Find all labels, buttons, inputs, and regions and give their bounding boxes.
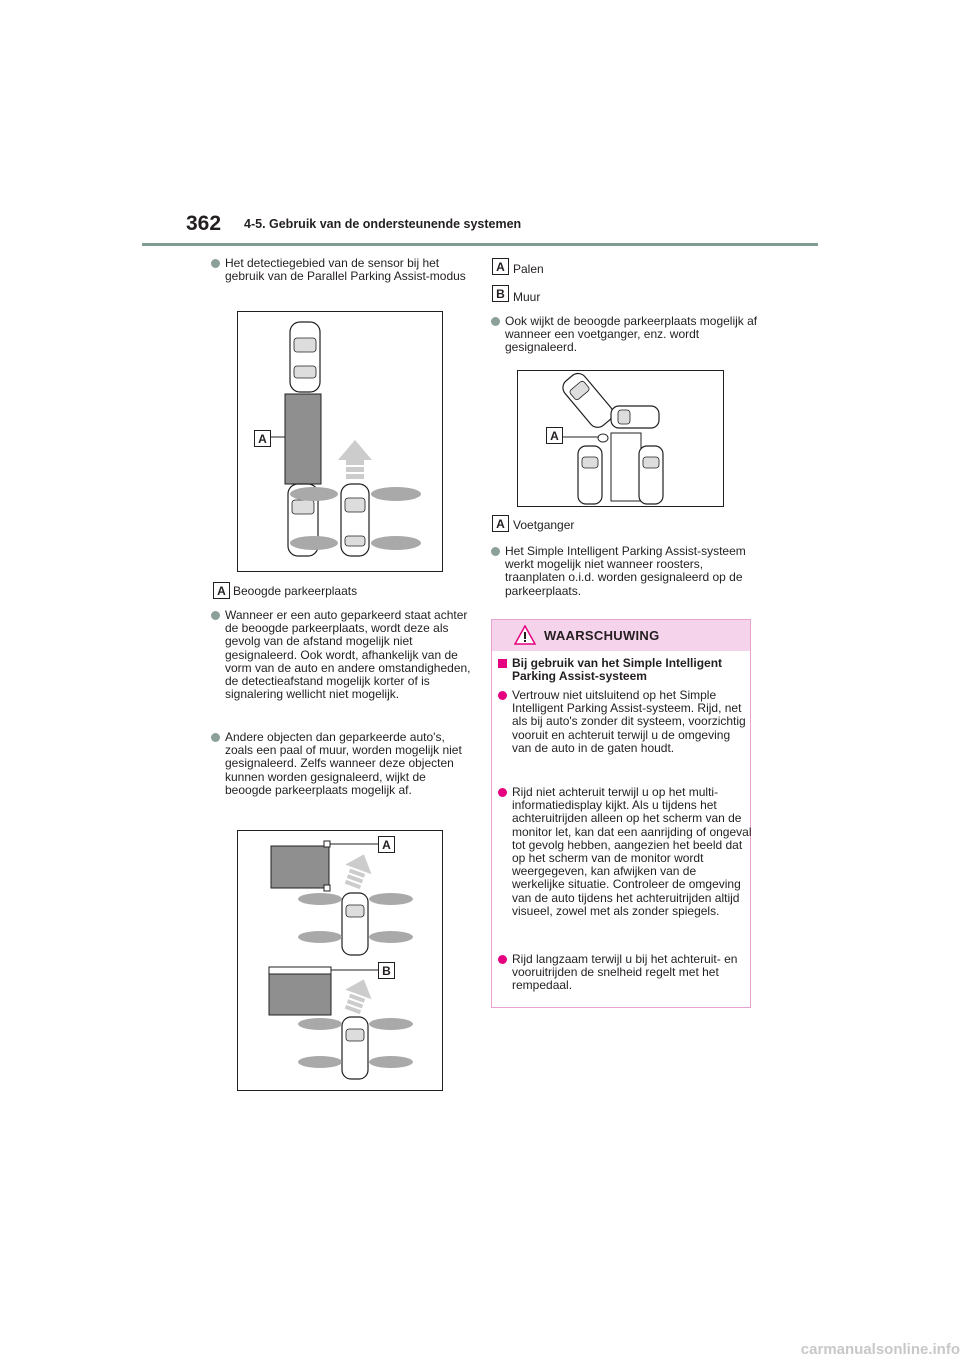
pole-icon bbox=[324, 885, 330, 891]
sensor-lobe bbox=[369, 1056, 413, 1068]
chapter-title: 4-5. Gebruik van de ondersteunende systemen bbox=[244, 217, 522, 231]
figure-detection-area bbox=[237, 311, 443, 572]
sensor-lobe bbox=[298, 1056, 342, 1068]
sensor-lobe bbox=[298, 931, 342, 943]
parked-car-icon bbox=[578, 446, 602, 504]
parked-car-top-icon bbox=[290, 322, 320, 392]
bullet-pedestrian: Ook wijkt de beoogde parkeerplaats mogelijk af wanneer een voetganger, enz. wordt gesignaleerd. bbox=[491, 315, 763, 355]
fig2-label-b: B bbox=[378, 962, 395, 979]
sensor-lobe bbox=[371, 536, 421, 550]
figure-pedestrian bbox=[517, 370, 724, 507]
warning-heading: Bij gebruik van het Simple Intelligent Parking Assist-systeem bbox=[498, 657, 752, 683]
legend-label-wall: B bbox=[492, 285, 509, 302]
bullet-gratings: Het Simple Intelligent Parking Assist-systeem werkt mogelijk niet wanneer roosters, traanplaten o.i.d. worden gesignaleerd op de parkeerplaats. bbox=[491, 545, 763, 598]
legend-label-a: A bbox=[213, 582, 230, 599]
parked-car-icon bbox=[611, 406, 659, 428]
sensor-lobe bbox=[369, 1018, 413, 1030]
direction-arrow-icon bbox=[339, 850, 377, 892]
direction-arrow-icon bbox=[339, 975, 377, 1017]
sensor-lobe bbox=[298, 893, 342, 905]
warning-triangle-icon bbox=[514, 625, 536, 645]
warning-item-2: Rijd niet achteruit terwijl u op het multi-informatiedisplay kijkt. Als u tijdens het achteruitrijden alleen op het scherm van de monitor let, kan dat een aanrijding of ongeval tot gevolg hebben, aangezien het beeld dat op het scherm van de monitor wordt weergegeven, kan afwijken van de werkelijke situatie. Controleer de omgeving van de auto tijdens het achteruitrijden altijd visueel, zowel met als zonder spiegels. bbox=[498, 786, 752, 918]
warning-header bbox=[492, 620, 750, 651]
sensor-lobe bbox=[369, 931, 413, 943]
legend-wall: Muur bbox=[513, 290, 541, 304]
warning-title: WAARSCHUWING bbox=[544, 628, 660, 643]
pole-icon bbox=[324, 841, 330, 847]
legend-label-pedestrian: A bbox=[492, 515, 509, 532]
legend-target-space: Beoogde parkeerplaats bbox=[233, 584, 358, 598]
sensor-lobe bbox=[290, 536, 338, 550]
legend-label-poles: A bbox=[492, 258, 509, 275]
bullet-parked-car: Wanneer er een auto geparkeerd staat achter de beoogde parkeerplaats, wordt deze als gevolg van de afstand mogelijk niet gesignaleerd. Ook wordt, afhankelijk van de vorm van de auto en andere omstandigheden, de detectieafstand mogelijk korter of is signalering wellicht niet mogelijk. bbox=[211, 609, 475, 701]
own-car-icon bbox=[341, 484, 369, 556]
warning-item-3: Rijd langzaam terwijl u bij het achteruit- en vooruitrijden de snelheid regelt met het rempedaal. bbox=[498, 953, 752, 993]
own-car-icon bbox=[342, 893, 368, 955]
sensor-lobe bbox=[290, 487, 338, 501]
own-car-icon bbox=[342, 1017, 368, 1079]
fig2-label-a: A bbox=[378, 836, 395, 853]
parked-car-icon bbox=[639, 446, 663, 504]
bullet-detection-area: Het detectiegebied van de sensor bij het gebruik van de Parallel Parking Assist-modus bbox=[211, 257, 473, 283]
watermark: carmanualsonline.info bbox=[800, 1341, 960, 1358]
legend-poles: Palen bbox=[513, 262, 544, 276]
pedestrian-icon bbox=[598, 434, 608, 442]
own-car-icon bbox=[559, 371, 616, 431]
fig1-label-a: A bbox=[254, 430, 271, 447]
sensor-lobe bbox=[371, 487, 421, 501]
fig3-label-a: A bbox=[546, 427, 563, 444]
poles-wall-illustration bbox=[238, 831, 442, 1090]
target-space-shape bbox=[269, 970, 331, 1015]
target-space-shape bbox=[271, 846, 329, 888]
page-number: 362 bbox=[186, 212, 222, 235]
bullet-other-objects: Andere objecten dan geparkeerde auto's, zoals een paal of muur, worden mogelijk niet gesignaleerd. Zelfs wanneer deze objecten kunnen worden gesignaleerd, wijkt de beoogde parkeerplaats mogelijk af. bbox=[211, 731, 475, 797]
wall-icon bbox=[269, 967, 331, 974]
target-space-shape bbox=[285, 394, 321, 484]
warning-box bbox=[491, 619, 751, 1008]
sensor-lobe bbox=[369, 893, 413, 905]
legend-pedestrian: Voetganger bbox=[513, 518, 575, 532]
sensor-lobe bbox=[298, 1018, 342, 1030]
header-rule bbox=[142, 243, 818, 246]
figure-poles-wall bbox=[237, 830, 443, 1091]
warning-item-1: Vertrouw niet uitsluitend op het Simple Intelligent Parking Assist-systeem. Rijd, net als bij auto's zonder dit systeem, voorzichtig vooruit en achteruit terwijl u de omgeving van de auto in de gaten houdt. bbox=[498, 689, 752, 755]
target-space-shape bbox=[611, 433, 641, 501]
direction-arrow-icon bbox=[338, 440, 372, 479]
